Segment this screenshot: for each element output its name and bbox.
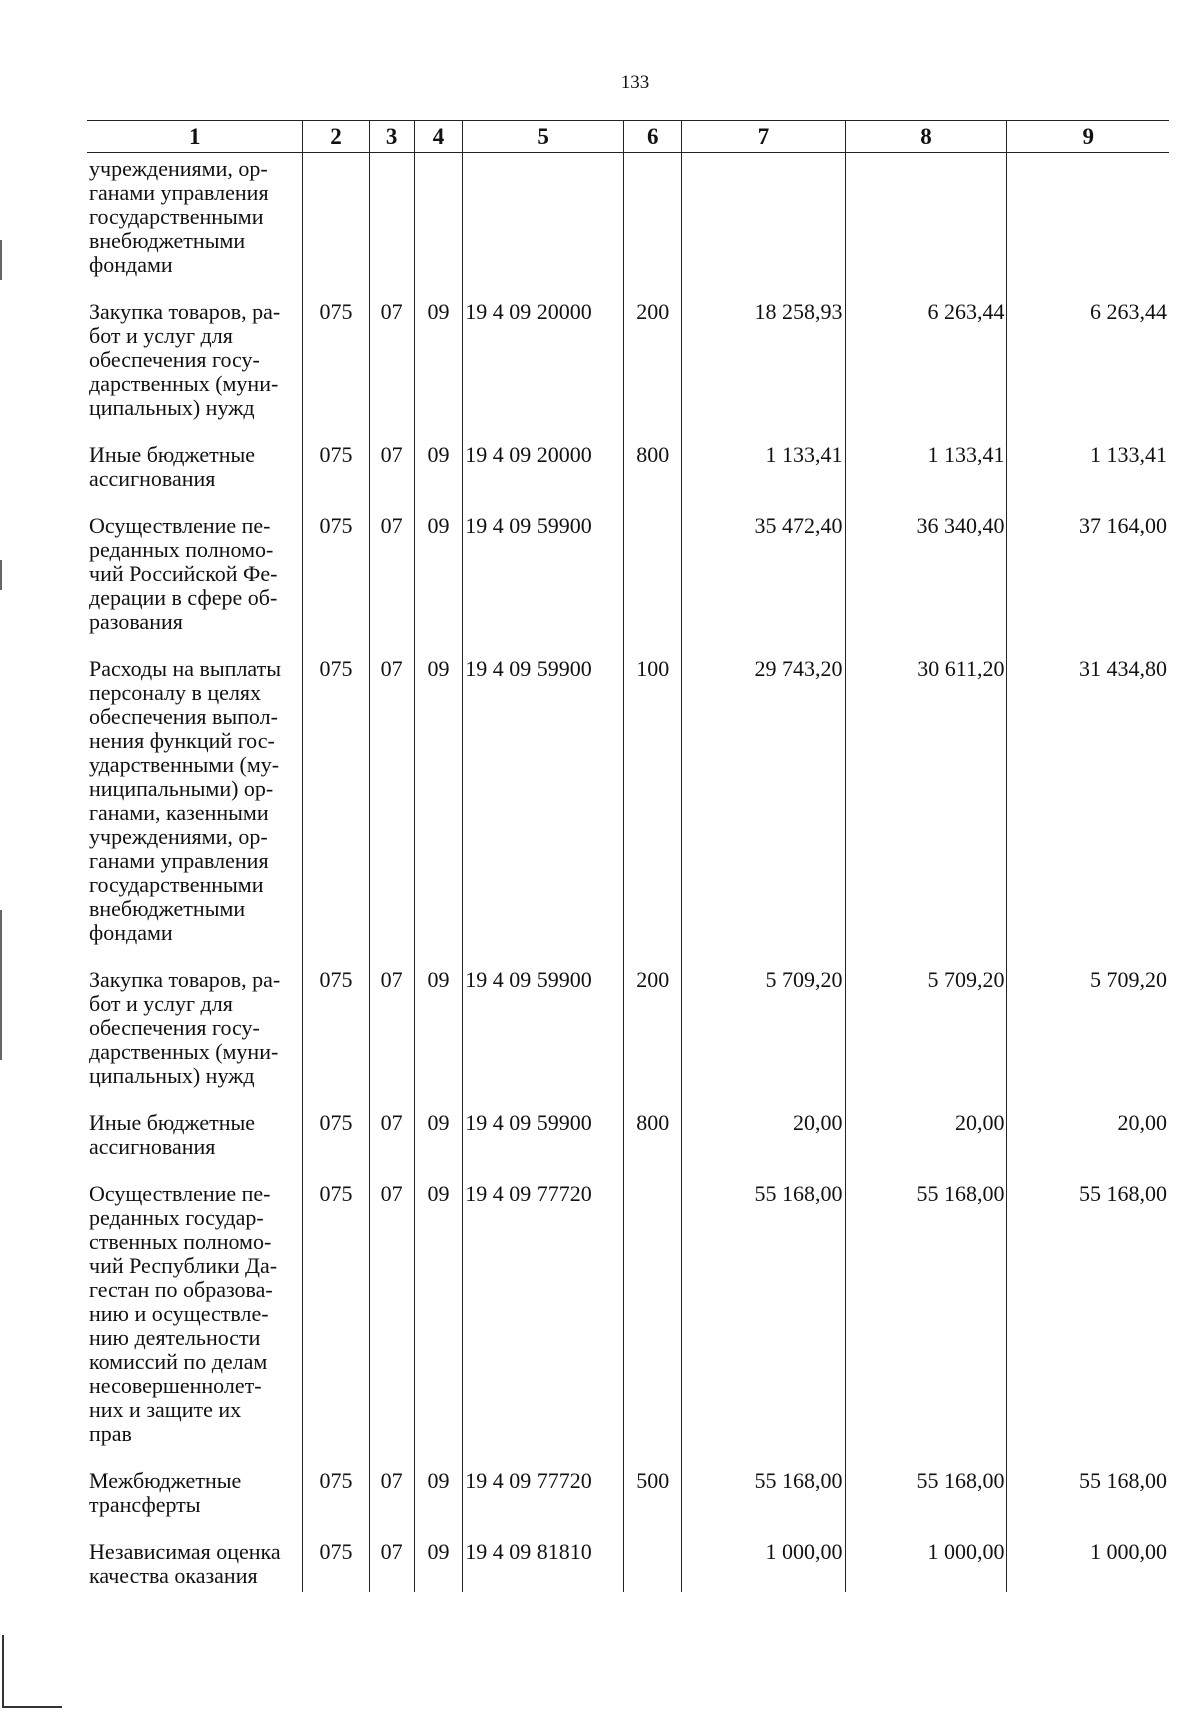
- row-name: Расходы на выплаты персоналу в целях обеспечения выпол- нения функций гос- ударственными (му- ниципальными) ор- ганами, казенными учреждениями, ор- ганами управления государственными внебюджетными фондами: [87, 650, 303, 961]
- margin-mark: [0, 560, 2, 590]
- row-name: Иные бюджетные ассигнования: [87, 436, 303, 507]
- subsection-code: 09: [414, 436, 462, 507]
- table-row: [87, 1462, 1169, 1533]
- ministry-code: 075: [303, 650, 369, 961]
- section-code: 07: [369, 1462, 414, 1533]
- table-row: [87, 293, 1169, 436]
- expense-type-code: [624, 153, 682, 294]
- amount-col9: 37 164,00: [1007, 507, 1169, 650]
- section-code: 07: [369, 436, 414, 507]
- table-row: [87, 153, 1169, 294]
- amount-col8: 6 263,44: [845, 293, 1007, 436]
- expense-type-code: 800: [624, 1104, 682, 1175]
- column-header-1: 1: [87, 121, 303, 153]
- margin-binding-line: [2, 1635, 4, 1707]
- amount-col9: [1007, 153, 1169, 294]
- target-article-code: 19 4 09 20000: [463, 293, 624, 436]
- column-header-7: 7: [682, 121, 845, 153]
- budget-table: [87, 120, 1169, 1592]
- column-header-5: 5: [463, 121, 624, 153]
- table-row: [87, 961, 1169, 1104]
- column-header-2: 2: [303, 121, 369, 153]
- amount-col7: 55 168,00: [682, 1462, 845, 1533]
- row-name: Закупка товаров, ра- бот и услуг для обеспечения госу- дарственных (муни- ципальных) нужд: [87, 293, 303, 436]
- row-name: Независимая оценка качества оказания: [87, 1533, 303, 1592]
- amount-col8: 36 340,40: [845, 507, 1007, 650]
- table-row: [87, 436, 1169, 507]
- expense-type-code: [624, 507, 682, 650]
- margin-binding-line: [2, 1706, 62, 1708]
- column-header-9: 9: [1007, 121, 1169, 153]
- margin-mark: [0, 240, 2, 280]
- amount-col8: 5 709,20: [845, 961, 1007, 1104]
- table-header-row: [87, 121, 1169, 153]
- row-name: учреждениями, ор- ганами управления государственными внебюджетными фондами: [87, 153, 303, 294]
- amount-col7: 5 709,20: [682, 961, 845, 1104]
- amount-col8: [845, 153, 1007, 294]
- target-article-code: 19 4 09 20000: [463, 436, 624, 507]
- amount-col9: 31 434,80: [1007, 650, 1169, 961]
- subsection-code: 09: [414, 293, 462, 436]
- amount-col9: 6 263,44: [1007, 293, 1169, 436]
- section-code: 07: [369, 961, 414, 1104]
- row-name: Осуществление пе- реданных государ- ственных полномо- чий Республики Да- гестан по образова- нию и осуществле- нию деятельности комиссий по делам несовершеннолет- них и защите их прав: [87, 1175, 303, 1462]
- row-name: Иные бюджетные ассигнования: [87, 1104, 303, 1175]
- ministry-code: 075: [303, 1462, 369, 1533]
- amount-col7: 20,00: [682, 1104, 845, 1175]
- ministry-code: [303, 153, 369, 294]
- ministry-code: 075: [303, 293, 369, 436]
- margin-mark: [0, 910, 2, 1060]
- expense-type-code: 200: [624, 293, 682, 436]
- subsection-code: 09: [414, 1104, 462, 1175]
- ministry-code: 075: [303, 1104, 369, 1175]
- table-row: [87, 650, 1169, 961]
- amount-col7: 35 472,40: [682, 507, 845, 650]
- target-article-code: 19 4 09 59900: [463, 650, 624, 961]
- amount-col8: 55 168,00: [845, 1462, 1007, 1533]
- amount-col8: 55 168,00: [845, 1175, 1007, 1462]
- target-article-code: 19 4 09 77720: [463, 1462, 624, 1533]
- amount-col7: 1 133,41: [682, 436, 845, 507]
- amount-col9: 20,00: [1007, 1104, 1169, 1175]
- row-name: Закупка товаров, ра- бот и услуг для обеспечения госу- дарственных (муни- ципальных) нужд: [87, 961, 303, 1104]
- amount-col7: 1 000,00: [682, 1533, 845, 1592]
- expense-type-code: [624, 1533, 682, 1592]
- ministry-code: 075: [303, 507, 369, 650]
- target-article-code: 19 4 09 59900: [463, 507, 624, 650]
- amount-col7: 18 258,93: [682, 293, 845, 436]
- page-number: 133: [620, 72, 650, 93]
- amount-col9: 5 709,20: [1007, 961, 1169, 1104]
- amount-col9: 55 168,00: [1007, 1175, 1169, 1462]
- amount-col8: 1 000,00: [845, 1533, 1007, 1592]
- column-header-4: 4: [414, 121, 462, 153]
- ministry-code: 075: [303, 1533, 369, 1592]
- ministry-code: 075: [303, 436, 369, 507]
- target-article-code: 19 4 09 77720: [463, 1175, 624, 1462]
- subsection-code: 09: [414, 1462, 462, 1533]
- row-name: Межбюджетные трансферты: [87, 1462, 303, 1533]
- expense-type-code: [624, 1175, 682, 1462]
- subsection-code: 09: [414, 961, 462, 1104]
- expense-type-code: 100: [624, 650, 682, 961]
- subsection-code: 09: [414, 1533, 462, 1592]
- amount-col9: 1 000,00: [1007, 1533, 1169, 1592]
- amount-col7: [682, 153, 845, 294]
- expense-type-code: 200: [624, 961, 682, 1104]
- subsection-code: 09: [414, 650, 462, 961]
- target-article-code: 19 4 09 59900: [463, 961, 624, 1104]
- section-code: [369, 153, 414, 294]
- subsection-code: 09: [414, 1175, 462, 1462]
- target-article-code: 19 4 09 81810: [463, 1533, 624, 1592]
- amount-col8: 20,00: [845, 1104, 1007, 1175]
- expense-type-code: 500: [624, 1462, 682, 1533]
- amount-col9: 1 133,41: [1007, 436, 1169, 507]
- section-code: 07: [369, 507, 414, 650]
- ministry-code: 075: [303, 1175, 369, 1462]
- expense-type-code: 800: [624, 436, 682, 507]
- section-code: 07: [369, 1533, 414, 1592]
- target-article-code: 19 4 09 59900: [463, 1104, 624, 1175]
- subsection-code: [414, 153, 462, 294]
- section-code: 07: [369, 650, 414, 961]
- table-row: [87, 1175, 1169, 1462]
- amount-col8: 30 611,20: [845, 650, 1007, 961]
- amount-col9: 55 168,00: [1007, 1462, 1169, 1533]
- section-code: 07: [369, 293, 414, 436]
- column-header-6: 6: [624, 121, 682, 153]
- ministry-code: 075: [303, 961, 369, 1104]
- column-header-8: 8: [845, 121, 1007, 153]
- target-article-code: [463, 153, 624, 294]
- table-row: [87, 507, 1169, 650]
- amount-col7: 55 168,00: [682, 1175, 845, 1462]
- table-row: [87, 1533, 1169, 1592]
- row-name: Осуществление пе- реданных полномо- чий Российской Фе- дерации в сфере об- разования: [87, 507, 303, 650]
- subsection-code: 09: [414, 507, 462, 650]
- section-code: 07: [369, 1104, 414, 1175]
- column-header-3: 3: [369, 121, 414, 153]
- table-row: [87, 1104, 1169, 1175]
- table-body: [87, 153, 1169, 1593]
- section-code: 07: [369, 1175, 414, 1462]
- amount-col7: 29 743,20: [682, 650, 845, 961]
- amount-col8: 1 133,41: [845, 436, 1007, 507]
